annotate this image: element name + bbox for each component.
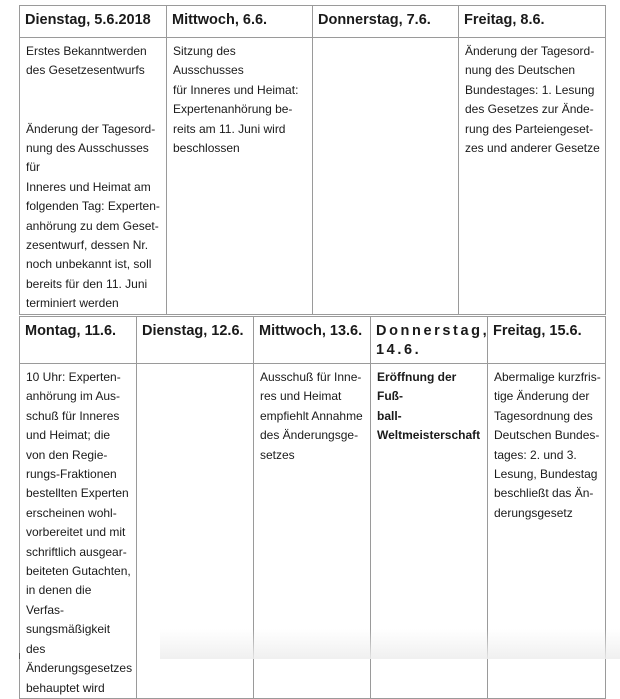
day-header-friday-8-6: Freitag, 8.6. bbox=[459, 6, 606, 38]
day-header-tuesday-5-6: Dienstag, 5.6.2018 bbox=[20, 6, 167, 38]
week-1-content-row bbox=[20, 38, 606, 315]
day-cell-thursday-14-6: Eröffnung der Fuß- ball- Weltmeisterschaft bbox=[371, 364, 488, 699]
day-header-thursday-7-6: Donnerstag, 7.6. bbox=[313, 6, 459, 38]
day-header-wednesday-6-6: Mittwoch, 6.6. bbox=[167, 6, 313, 38]
day-header-thursday-14-6: Donnerstag, 14.6. bbox=[371, 317, 488, 364]
week-1-header-row bbox=[20, 6, 606, 38]
day-header-tuesday-12-6: Dienstag, 12.6. bbox=[137, 317, 254, 364]
week-2-header-row bbox=[20, 317, 606, 364]
day-cell-tuesday-5-6: Erstes Bekanntwerden des Gesetzesentwurfs Änderung der Tagesord- nung des Ausschusses für Inneres und Heimat am folgenden Tag: Experten- anhörung zu dem Geset- zesentwurf, dessen Nr. noch unbekannt ist, soll bereits für den 11. Juni terminiert werden bbox=[20, 38, 167, 315]
page-edge-mark bbox=[19, 653, 20, 659]
day-header-monday-11-6: Montag, 11.6. bbox=[20, 317, 137, 364]
day-header-friday-15-6: Freitag, 15.6. bbox=[488, 317, 606, 364]
calendar-week-1-table bbox=[19, 5, 606, 315]
day-cell-wednesday-6-6: Sitzung des Ausschusses für Inneres und Heimat: Expertenanhörung be- reits am 11. Juni wird beschlossen bbox=[167, 38, 313, 315]
day-cell-wednesday-13-6: Ausschuß für Inne- res und Heimat empfiehlt Annahme des Änderungsge- setzes bbox=[254, 364, 371, 699]
day-cell-friday-8-6: Änderung der Tagesord- nung des Deutschen Bundestages: 1. Lesung des Gesetzes zur Ände- rung des Parteiengeset- zes und anderer Gesetze bbox=[459, 38, 606, 315]
day-cell-monday-11-6: 10 Uhr: Experten- anhörung im Aus- schuß für Inneres und Heimat; die von den Regie- rungs-Fraktionen bestellten Experten erscheinen wohl- vorbereitet und mit schriftlich ausgear- beiteten Gutachten, in denen die Verfas- sungsmäßigkeit des Änderungsgesetzes behauptet wird bbox=[20, 364, 137, 699]
day-cell-thursday-7-6 bbox=[313, 38, 459, 315]
day-header-wednesday-13-6: Mittwoch, 13.6. bbox=[254, 317, 371, 364]
bottom-shadow bbox=[160, 629, 620, 659]
day-cell-friday-15-6: Abermalige kurzfris- tige Änderung der Tagesordnung des Deutschen Bundes- tages: 2. und 3. Lesung, Bundestag beschließt das Än- derungsgesetz bbox=[488, 364, 606, 699]
